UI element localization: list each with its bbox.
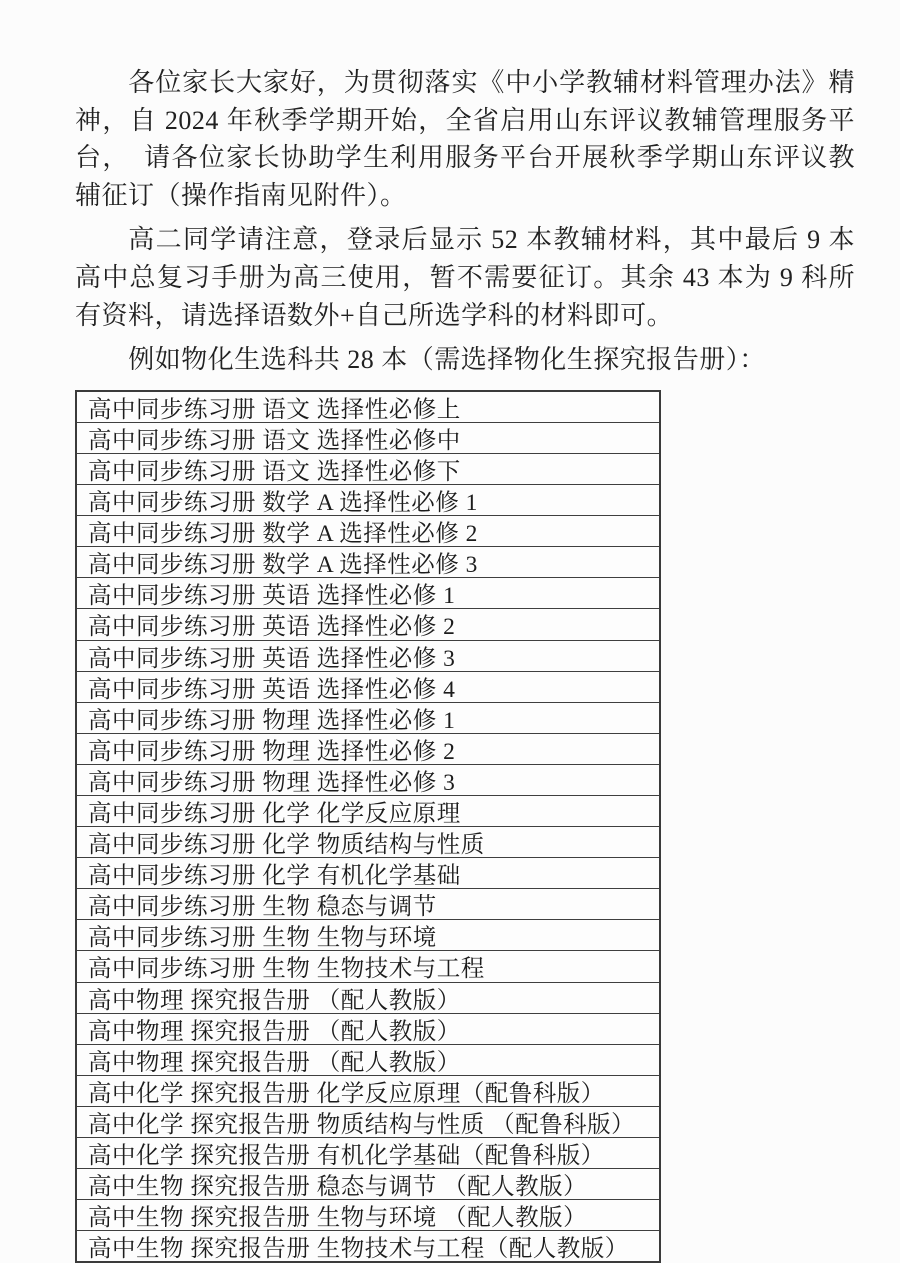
table-row	[77, 1013, 659, 1044]
table-row	[77, 702, 659, 733]
table-row	[77, 950, 659, 981]
table-row-text: 高中同步练习册 生物 生物与环境	[88, 925, 437, 951]
table-row-text: 高中同步练习册 英语 选择性必修 3	[88, 645, 456, 671]
table-row	[77, 515, 659, 546]
table-row	[77, 733, 659, 764]
table-row-text: 高中同步练习册 数学 A 选择性必修 2	[88, 521, 478, 547]
table-row-text: 高中同步练习册 化学 有机化学基础	[88, 863, 461, 889]
table-row	[77, 826, 659, 857]
table-row	[77, 1137, 659, 1168]
table-row	[77, 453, 659, 484]
table-row-text: 高中同步练习册 化学 物质结构与性质	[88, 832, 485, 858]
table-row-text: 高中同步练习册 语文 选择性必修下	[88, 458, 461, 485]
table-row-text: 高中同步练习册 生物 生物技术与工程	[88, 956, 485, 982]
table-row-text: 高中化学 探究报告册 物质结构与性质 （配鲁科版）	[88, 1111, 636, 1137]
table-row	[77, 577, 659, 608]
table-row	[77, 392, 659, 422]
table-row-text: 高中同步练习册 语文 选择性必修上	[88, 396, 461, 422]
table-row-text: 高中生物 探究报告册 生物与环境 （配人教版）	[88, 1205, 588, 1231]
table-row	[77, 1230, 659, 1261]
table-row-text: 高中同步练习册 英语 选择性必修 4	[88, 676, 456, 702]
table-row-text: 高中同步练习册 化学 化学反应原理	[88, 801, 461, 827]
table-row	[77, 1106, 659, 1137]
table-row-text: 高中物理 探究报告册 （配人教版）	[88, 1049, 461, 1075]
table-row-text: 高中同步练习册 数学 A 选择性必修 1	[88, 490, 478, 516]
table-row	[77, 1075, 659, 1106]
table-row-text: 高中同步练习册 英语 选择性必修 2	[88, 614, 456, 640]
table-row	[77, 422, 659, 453]
table-row	[77, 1168, 659, 1199]
table-row-text: 高中同步练习册 数学 A 选择性必修 3	[88, 552, 478, 578]
table-row	[77, 546, 659, 577]
table-row-text: 高中同步练习册 物理 选择性必修 2	[88, 738, 456, 764]
table-row-text: 高中生物 探究报告册 稳态与调节 （配人教版）	[88, 1174, 588, 1200]
table-row-text: 高中同步练习册 英语 选择性必修 1	[88, 583, 456, 609]
table-row	[77, 1044, 659, 1075]
table-row	[77, 795, 659, 826]
table-row	[77, 888, 659, 919]
table-row	[77, 764, 659, 795]
table-row-text: 高中同步练习册 物理 选择性必修 3	[88, 769, 456, 795]
notice-paragraph-intro: 各位家长大家好，为贯彻落实《中小学教辅材料管理办法》精神，自 2024 年秋季学期开始，全省启用山东评议教辅管理服务平台， 请各位家长协助学生利用服务平台开展秋季学期山东评议教辅征订（操作指南见附件）。	[75, 68, 855, 210]
table-row-text: 高中同步练习册 物理 选择性必修 1	[88, 707, 456, 733]
textbook-list-table	[75, 390, 661, 1263]
table-row-text: 高中物理 探究报告册 （配人教版）	[88, 1018, 461, 1044]
notice-paragraph-grade2-instructions: 高二同学请注意，登录后显示 52 本教辅材料，其中最后 9 本高中总复习手册为高三使用，暂不需要征订。其余 43 本为 9 科所有资料，请选择语数外+自己所选学科的材料即可。	[75, 225, 855, 330]
table-row	[77, 857, 659, 888]
table-row	[77, 671, 659, 702]
table-row-text: 高中生物 探究报告册 生物技术与工程（配人教版）	[88, 1236, 629, 1262]
table-row	[77, 919, 659, 950]
table-row	[77, 640, 659, 671]
table-row-text: 高中物理 探究报告册 （配人教版）	[88, 987, 461, 1013]
table-row	[77, 1199, 659, 1230]
table-row	[77, 982, 659, 1013]
table-row-text: 高中同步练习册 生物 稳态与调节	[88, 894, 437, 920]
table-row	[77, 608, 659, 639]
table-row	[77, 484, 659, 515]
table-row-text: 高中化学 探究报告册 有机化学基础（配鲁科版）	[88, 1143, 605, 1169]
table-row-text: 高中化学 探究报告册 化学反应原理（配鲁科版）	[88, 1080, 605, 1106]
table-row-text: 高中同步练习册 语文 选择性必修中	[88, 427, 461, 453]
notice-paragraph-example: 例如物化生选科共 28 本（需选择物化生探究报告册）：	[128, 345, 766, 375]
